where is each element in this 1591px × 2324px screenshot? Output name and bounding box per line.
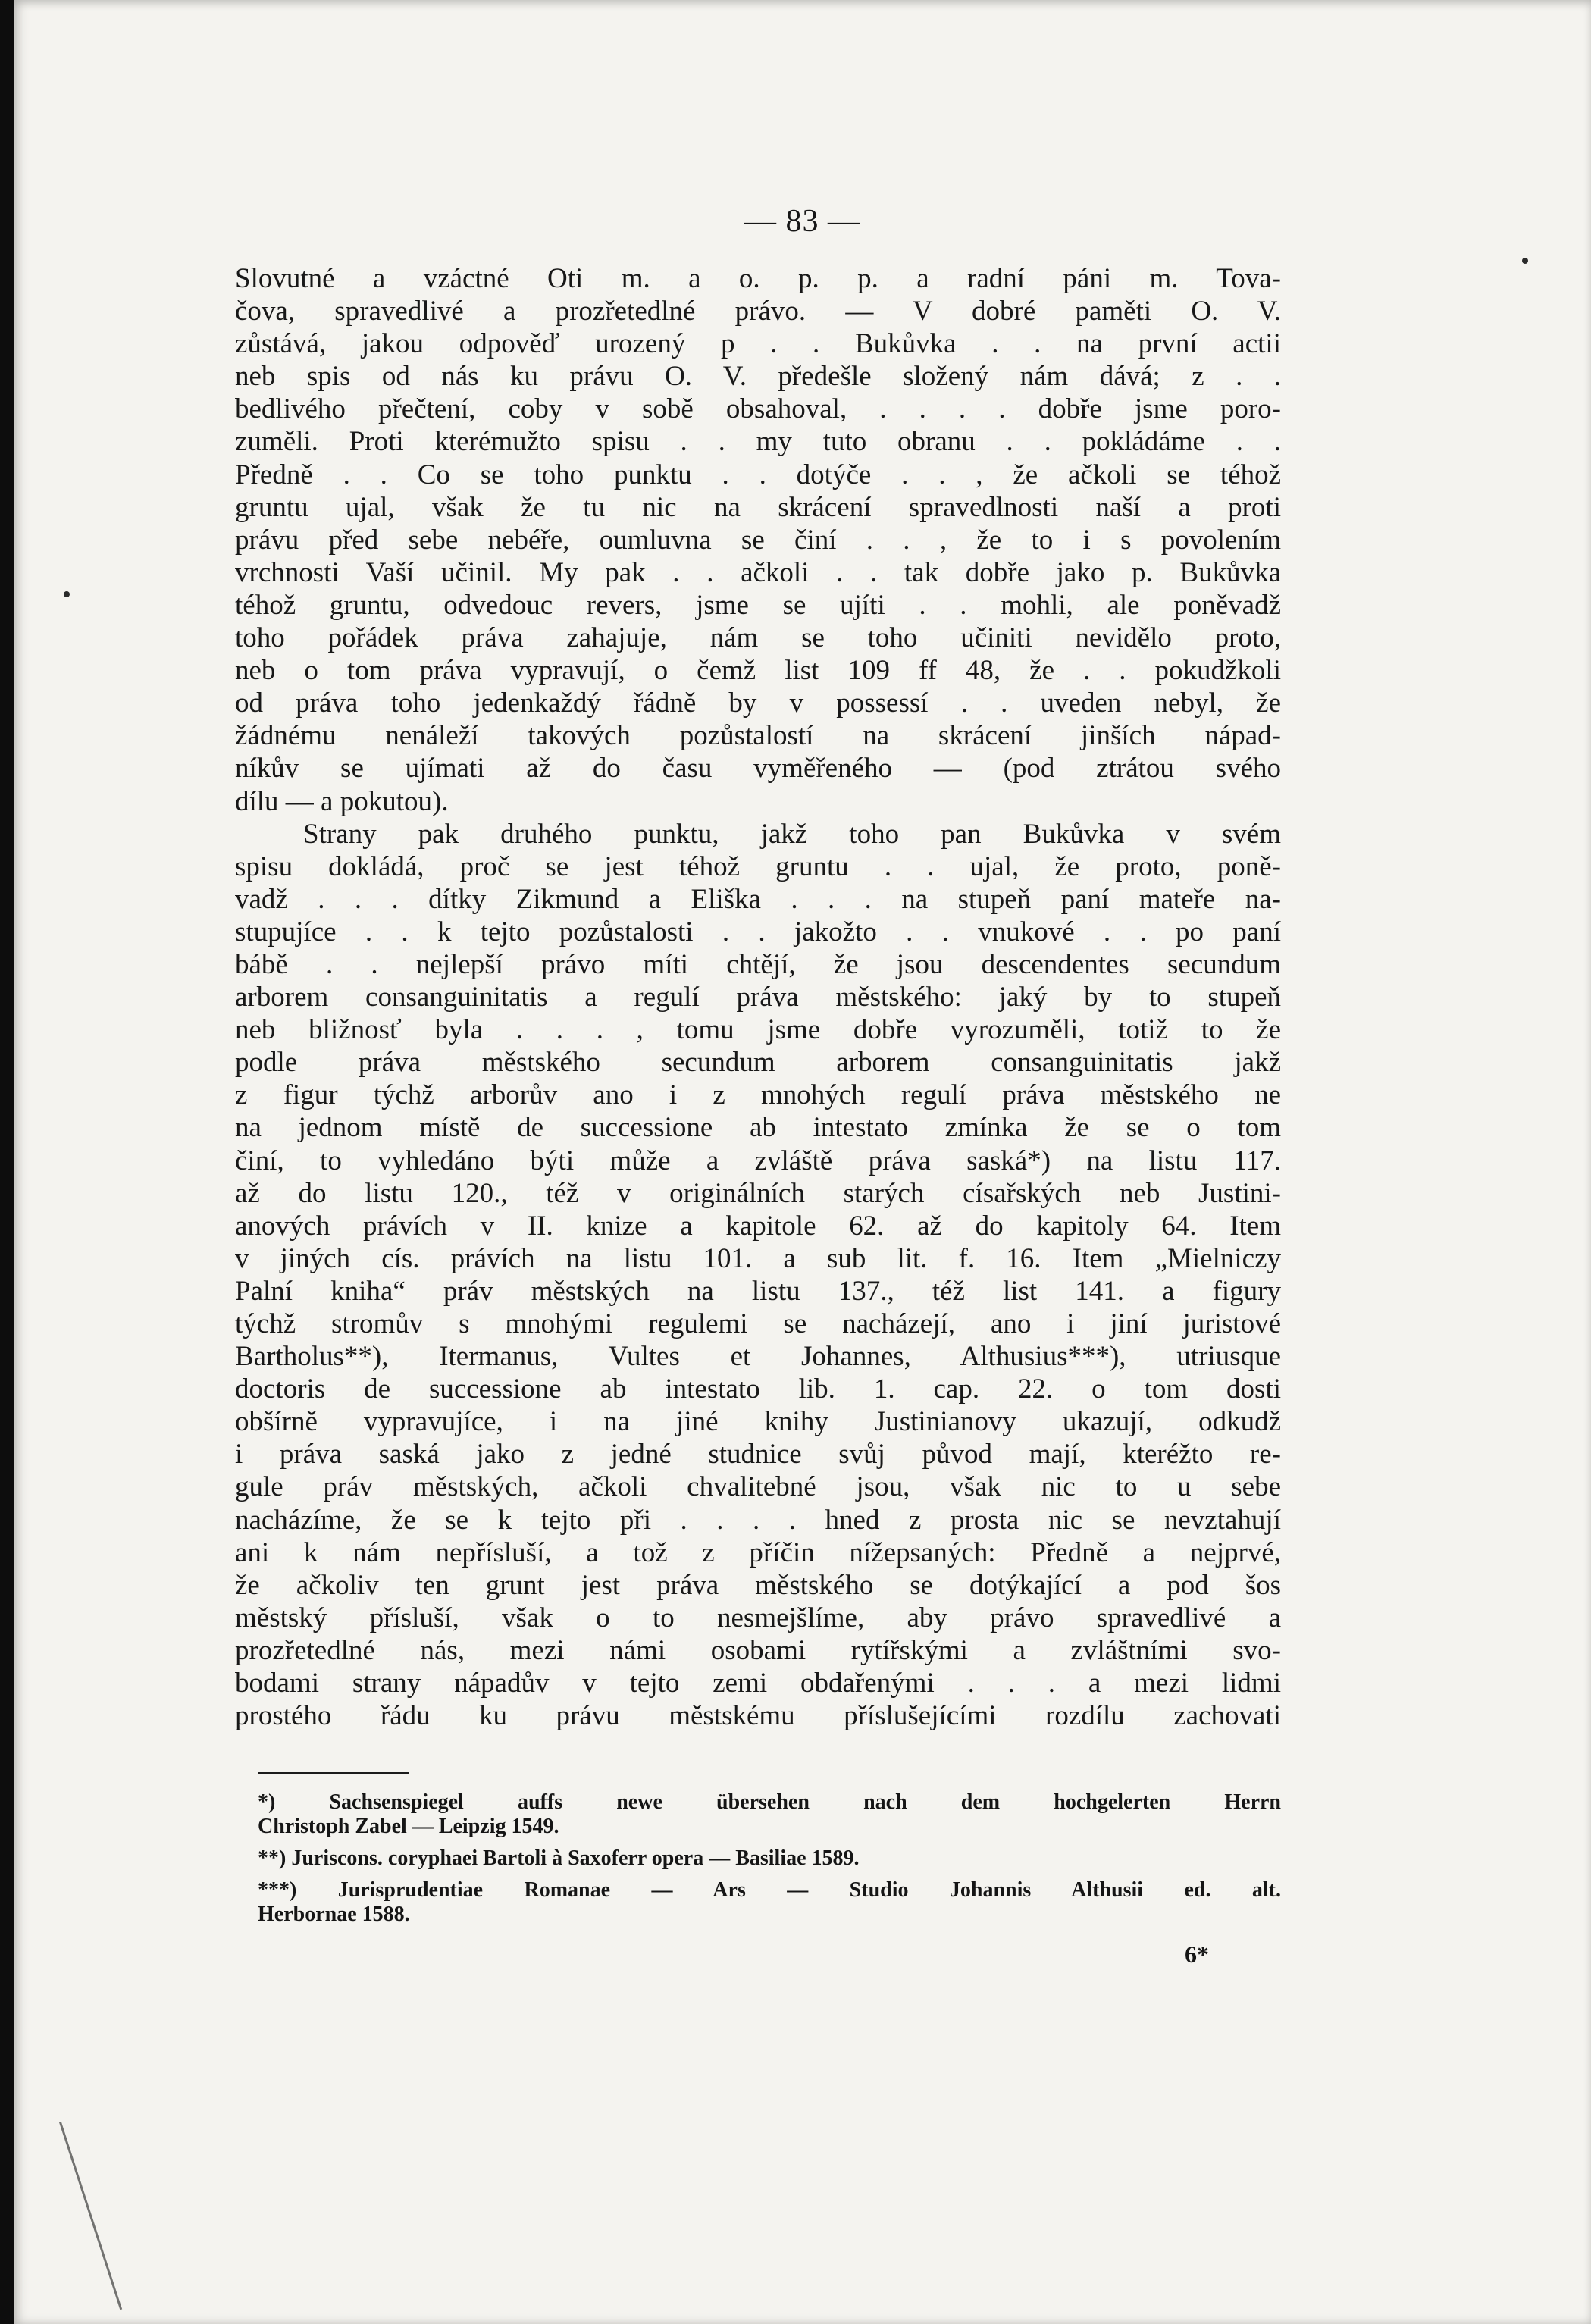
text-line: v jiných cís. právích na listu 101. a sub lit. f. 16. Item „Mielniczy <box>235 1242 1281 1274</box>
text-line: neb bližnosť byla . . . , tomu jsme dobře vyrozuměli, totiž to že <box>235 1014 1281 1046</box>
text-line: stupujíce . . k tejto pozůstalosti . . jakožto . . vnukové . . po paní <box>235 916 1281 947</box>
text-line: arborem consanguinitatis a regulí práva městského: jaký by to stupeň <box>235 982 1281 1013</box>
text-line: téhož gruntu, odvedouc revers, jsme se ujíti . . mohli, ale poněvadž <box>235 589 1281 621</box>
text-line: žádnému nenáleží takových pozůstalostí na skrácení jinších nápad- <box>235 720 1281 752</box>
text-line: gule práv městských, ačkoli chvalitebné jsou, však nic to u sebe <box>235 1471 1281 1503</box>
footnotes <box>258 1790 1281 1927</box>
page-number: — 83 — <box>744 204 860 239</box>
footnote-line: *) Sachsenspiegel auffs newe übersehen nach dem hochgelerten Herrn <box>258 1790 1281 1814</box>
text-line: městský přísluší, však o to nesmejšlíme, aby právo spravedlivé a <box>235 1602 1281 1633</box>
text-line: zuměli. Proti kterémužto spisu . . my tuto obranu . . pokládáme . . <box>235 426 1281 458</box>
text-line: prozřetedlné nás, mezi námi osobami rytířskými a zvláštními svo- <box>235 1634 1281 1666</box>
footnote-line: ***) Jurisprudentiae Romanae — Ars — Studio Johannis Althusii ed. alt. <box>258 1878 1281 1902</box>
text-line: od práva toho jedenkaždý řádně by v possessí . . uveden nebyl, že <box>235 687 1281 719</box>
text-line: vrchnosti Vaší učinil. My pak . . ačkoli . . tak dobře jako p. Bukůvka <box>235 556 1281 588</box>
text-line: bodami strany nápadův v tejto zemi obdařenými . . . a mezi lidmi <box>235 1668 1281 1699</box>
text-line: Palní kniha“ práv městských na listu 137., též list 141. a figury <box>235 1275 1281 1307</box>
text-line: nacházíme, že se k tejto při . . . . hned z prosta nic se nevztahují <box>235 1504 1281 1536</box>
text-line: spisu dokládá, proč se jest téhož gruntu . . ujal, že proto, poně- <box>235 850 1281 882</box>
text-line: neb o tom práva vypravují, o čemž list 109 ff 48, že . . pokudžkoli <box>235 655 1281 687</box>
text-line: neb spis od nás ku právu O. V. předešle složený nám dává; z . . <box>235 361 1281 393</box>
text-line: na jednom místě de successione ab intestato zmínka že se o tom <box>235 1112 1281 1144</box>
text-line: Předně . . Co se toho punktu . . dotýče . . , že ačkoli se téhož <box>235 459 1281 490</box>
footnote-line: **) Juriscons. coryphaei Bartoli à Saxoferr opera — Basiliae 1589. <box>258 1846 860 1870</box>
text-line: Strany pak druhého punktu, jakž toho pan Bukůvka v svém <box>303 818 1281 850</box>
text-line: týchž stromův s mnohými regulemi se nacházejí, ano i jiní juristové <box>235 1308 1281 1339</box>
text-line: z figur týchž arborův ano i z mnohých regulí práva městského ne <box>235 1079 1281 1111</box>
text-line: čova, spravedlivé a prozřetedlné právo. — V dobré paměti O. V. <box>235 296 1281 327</box>
text-line: obšírně vypravujíce, i na jiné knihy Justinianovy ukazují, odkudž <box>235 1406 1281 1438</box>
body-text <box>235 262 1281 1732</box>
text-line: bedlivého přečtení, coby v sobě obsahoval, . . . . dobře jsme poro- <box>235 393 1281 425</box>
footnote-rule <box>258 1772 409 1774</box>
text-line: podle práva městského secundum arborem consanguinitatis jakž <box>235 1047 1281 1079</box>
text-line: Slovutné a vzáctné Oti m. a o. p. p. a radní páni m. Tova- <box>235 263 1281 294</box>
text-line: vadž . . . dítky Zikmund a Eliška . . . na stupeň paní mateře na- <box>235 883 1281 915</box>
scan-speck <box>64 591 70 597</box>
signature-mark: 6* <box>1185 1940 1209 1968</box>
text-line: až do listu 120., též v originálních starých císařských neb Justini- <box>235 1177 1281 1209</box>
text-line: i práva saská jako z jedné studnice svůj původ mají, kteréžto re- <box>235 1439 1281 1471</box>
text-line: prostého řádu ku právu městskému příslušejícími rozdílu zachovati <box>235 1700 1281 1732</box>
footnote-line: Christoph Zabel — Leipzig 1549. <box>258 1815 559 1838</box>
scan-speck <box>1522 258 1528 264</box>
text-line: dílu — a pokutou). <box>235 785 449 817</box>
text-line: zůstává, jakou odpověď urozený p . . Bukůvka . . na první actii <box>235 328 1281 360</box>
text-line: činí, to vyhledáno býti může a zvláště práva saská*) na listu 117. <box>235 1145 1281 1176</box>
text-line: že ačkoliv ten grunt jest práva městského se dotýkající a pod šos <box>235 1569 1281 1601</box>
text-line: ani k nám nepřísluší, a tož z příčin nížepsaných: Předně a nejprvé, <box>235 1536 1281 1568</box>
text-line: právu před sebe nebéře, oumluvna se činí . . , že to i s povolením <box>235 524 1281 556</box>
text-line: bábě . . nejlepší právo míti chtějí, že jsou descendentes secundum <box>235 948 1281 980</box>
text-line: níkův se ujímati až do času vyměřeného — (pod ztrátou svého <box>235 753 1281 785</box>
scan-scratch <box>59 2122 122 2310</box>
text-line: toho pořádek práva zahajuje, nám se toho učiniti nevidělo proto, <box>235 622 1281 654</box>
text-line: doctoris de successione ab intestato lib. 1. cap. 22. o tom dosti <box>235 1373 1281 1405</box>
text-line: Bartholus**), Itermanus, Vultes et Johannes, Althusius***), utriusque <box>235 1341 1281 1373</box>
scanned-page <box>14 0 1591 2324</box>
text-line: anových právích v II. knize a kapitole 62. až do kapitoly 64. Item <box>235 1210 1281 1242</box>
text-line: gruntu ujal, však že tu nic na skrácení spravedlnosti naší a proti <box>235 491 1281 523</box>
footnote-line: Herbornae 1588. <box>258 1903 410 1926</box>
